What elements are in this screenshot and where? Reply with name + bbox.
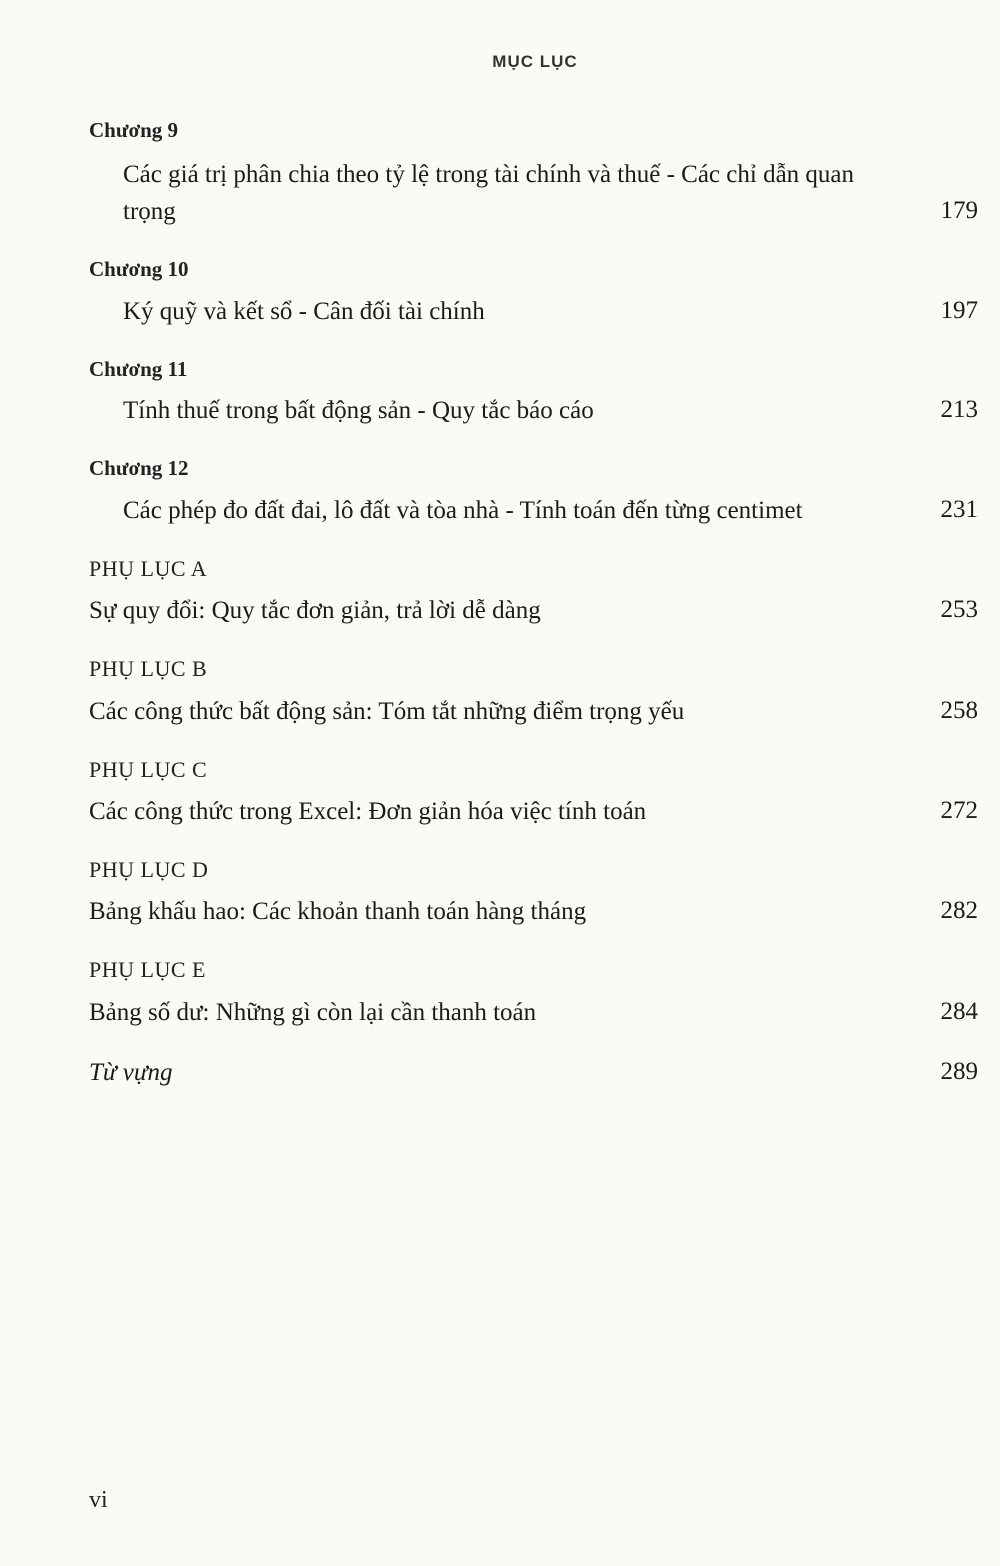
appendix-label: PHỤ LỤC A [89, 556, 208, 581]
page-number: 179 [940, 197, 978, 224]
page-number: 231 [940, 496, 978, 523]
glossary-title: Từ vựng [89, 1059, 173, 1086]
appendix-title: Các công thức trong Excel: Đơn giản hóa việc tính toán [89, 798, 647, 825]
page-number: 213 [940, 396, 978, 423]
chapter-title: Ký quỹ và kết sổ - Cân đối tài chính [123, 298, 485, 325]
page-number: 272 [940, 797, 978, 824]
chapter-label: Chương 11 [89, 357, 188, 381]
chapter-label: Chương 12 [89, 456, 189, 480]
page-number: 289 [940, 1058, 978, 1085]
appendix-label: PHỤ LỤC E [89, 957, 206, 982]
appendix-title: Bảng số dư: Những gì còn lại cần thanh toán [89, 999, 537, 1026]
running-head: MỤC LỤC [492, 52, 578, 71]
appendix-title: Sự quy đổi: Quy tắc đơn giản, trả lời dễ dàng [89, 597, 541, 624]
page-number: 197 [940, 297, 978, 324]
page-number: 282 [940, 897, 978, 924]
chapter-label: Chương 10 [89, 257, 189, 281]
chapter-title: Các giá trị phân chia theo tỷ lệ trong tài chính và thuế - Các chỉ dẫn quan trọng [123, 161, 855, 225]
appendix-title: Các công thức bất động sản: Tóm tắt những điểm trọng yếu [89, 698, 685, 725]
chapter-label: Chương 9 [89, 118, 179, 142]
page-number: 284 [940, 998, 978, 1025]
appendix-label: PHỤ LỤC D [89, 857, 209, 882]
page-number: 253 [940, 596, 978, 623]
chapter-title: Các phép đo đất đai, lô đất và tòa nhà - Tính toán đến từng centimet [123, 497, 803, 524]
appendix-label: PHỤ LỤC C [89, 757, 208, 782]
appendix-label: PHỤ LỤC B [89, 656, 208, 681]
chapter-title: Tính thuế trong bất động sản - Quy tắc báo cáo [123, 397, 594, 424]
page-folio: vi [89, 1487, 108, 1513]
appendix-title: Bảng khấu hao: Các khoản thanh toán hàng tháng [89, 898, 587, 925]
page-number: 258 [940, 697, 978, 724]
